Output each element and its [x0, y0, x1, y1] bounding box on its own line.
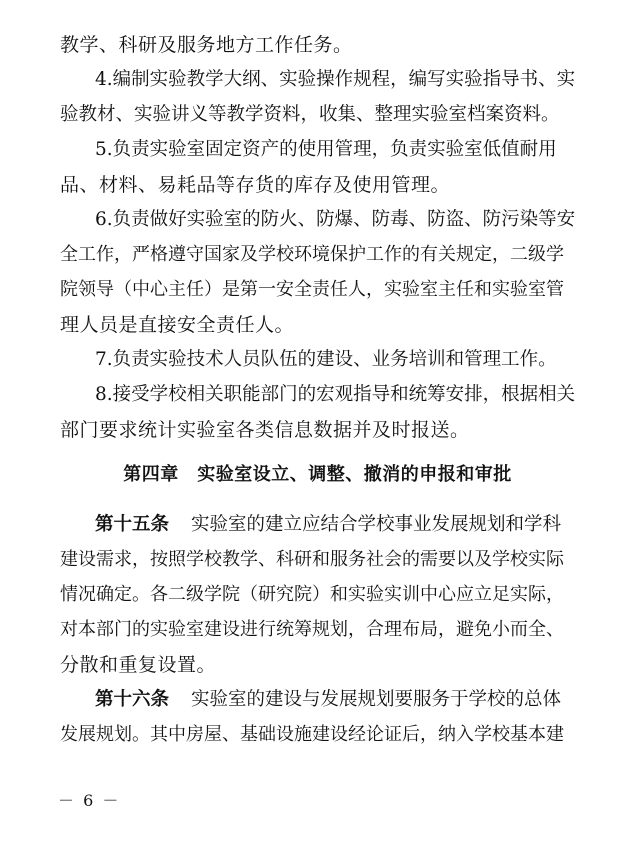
text-line: 理人员是直接安全责任人。 [60, 314, 295, 336]
text-line: 情况确定。各二级学院（研究院）和实验实训中心应立足实际， [60, 584, 564, 605]
text-line: 验教材、实验讲义等教学资料，收集、整理实验室档案资料。 [60, 104, 560, 125]
text-line: 院领导（中心主任）是第一安全责任人，实验室主任和实验室管 [60, 279, 564, 300]
text-line: 建设需求，按照学校教学、科研和服务社会的需要以及学校实际 [60, 549, 564, 570]
text-line: 对本部门的实验室建设进行统筹规划，合理布局，避免小而全、 [60, 619, 564, 640]
text-line: 6.负责做好实验室的防火、防爆、防毒、防盗、防污染等安 [95, 209, 576, 230]
text-line: 全工作，严格遵守国家及学校环境保护工作的有关规定，二级学 [60, 244, 564, 265]
text-line: 教学、科研及服务地方工作任务。 [60, 34, 353, 56]
text-line: 7.负责实验技术人员队伍的建设、业务培训和管理工作。 [95, 349, 557, 370]
text-line: 8.接受学校相关职能部门的宏观指导和统筹安排，根据相关 [95, 384, 576, 405]
article-16-text: 实验室的建设与发展规划要服务于学校的总体 [191, 689, 562, 710]
text-line: 发展规划。其中房屋、基础设施建设经论证后，纳入学校基本建 [60, 724, 564, 745]
text-line: 部门要求统计实验室各类信息数据并及时报送。 [60, 419, 470, 441]
text-line: 4.编制实验教学大纲、实验操作规程，编写实验指导书、实 [95, 69, 576, 90]
article-15-text: 实验室的建立应结合学校事业发展规划和学科 [191, 514, 562, 535]
text-line: 分散和重复设置。 [60, 654, 217, 676]
chapter-heading: 第四章 实验室设立、调整、撤消的申报和审批 [123, 464, 512, 485]
article-15-first-line [95, 512, 575, 538]
text-line: 品、材料、易耗品等存货的库存及使用管理。 [60, 174, 451, 196]
article-15-label: 第十五条 [95, 514, 170, 535]
article-16-first-line [95, 687, 575, 713]
page-number: － 6 － [58, 791, 121, 810]
article-16-label: 第十六条 [95, 689, 170, 710]
text-line: 5.负责实验室固定资产的使用管理，负责实验室低值耐用 [95, 139, 557, 160]
